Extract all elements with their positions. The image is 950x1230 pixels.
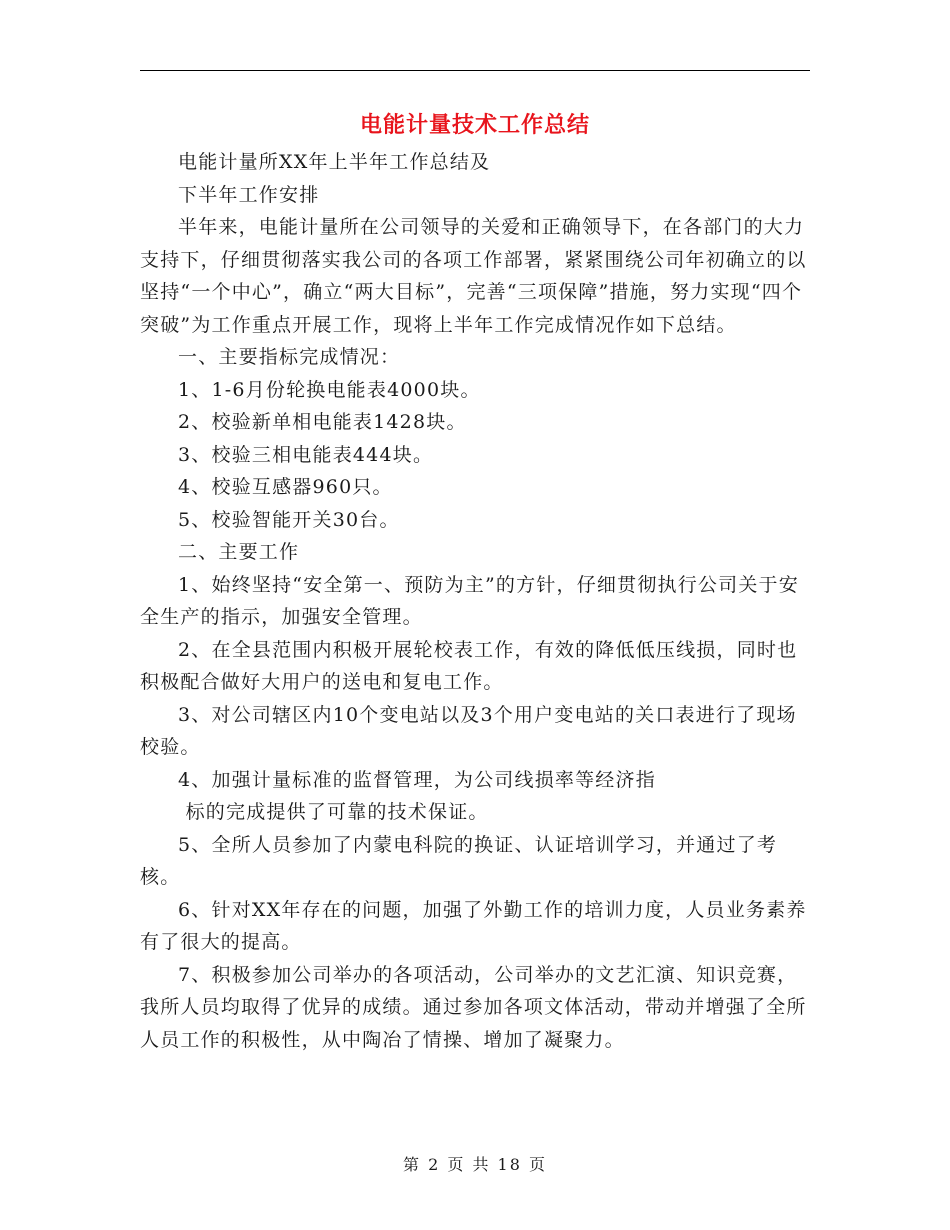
header-rule xyxy=(140,70,810,71)
list-item-work-1: 1、始终坚持“安全第一、预防为主”的方针，仔细贯彻执行公司关于安全生产的指示，加强安全管理。 xyxy=(140,573,799,628)
document-body xyxy=(140,146,812,1056)
list-item-work-2: 2、在全县范围内积极开展轮校表工作，有效的降低低压线损，同时也积极配合做好大用户的送电和复电工作。 xyxy=(140,638,798,693)
list-item-work-4: 4、加强计量标准的监督管理，为公司线损率等经济指 xyxy=(178,768,656,791)
list-item-work-6: 6、针对XX年存在的问题，加强了外勤工作的培训力度，人员业务素养有了很大的提高。 xyxy=(140,898,807,953)
list-item-indicator-3: 3、校验三相电能表444块。 xyxy=(178,443,434,466)
paragraph-subtitle-2: 下半年工作安排 xyxy=(178,183,320,206)
list-item-indicator-5: 5、校验智能开关30台。 xyxy=(178,508,400,531)
section-heading-main-work: 二、主要工作 xyxy=(178,541,300,563)
list-item-work-5: 5、全所人员参加了内蒙电科院的换证、认证培训学习，并通过了考核。 xyxy=(140,833,778,888)
section-heading-indicators: 一、主要指标完成情况： xyxy=(178,346,401,368)
paragraph-intro: 半年来，电能计量所在公司领导的关爱和正确领导下，在各部门的大力支持下，仔细贯彻落实我公司的各项工作部署，紧紧围绕公司年初确立的以坚持“一个中心”，确立“两大目标”，完善“三项保障”措施，努力实现“四个突破”为工作重点开展工作，现将上半年工作完成情况作如下总结。 xyxy=(140,216,807,336)
list-item-indicator-2: 2、校验新单相电能表1428块。 xyxy=(178,411,467,433)
document-title: 电能计量技术工作总结 xyxy=(359,112,590,138)
list-item-indicator-1: 1、1-6月份轮换电能表4000块。 xyxy=(178,378,481,401)
list-item-indicator-4: 4、校验互感器960只。 xyxy=(178,476,393,498)
list-item-work-4-continued: 标的完成提供了可靠的技术保证。 xyxy=(185,801,489,823)
list-item-work-3: 3、对公司辖区内10个变电站以及3个用户变电站的关口表进行了现场校验。 xyxy=(140,703,797,758)
page-number-footer: 第 2 页 共 18 页 xyxy=(403,1155,547,1174)
list-item-work-7: 7、积极参加公司举办的各项活动，公司举办的文艺汇演、知识竞赛，我所人员均取得了优异的成绩。通过参加各项文体活动，带动并增强了全所人员工作的积极性，从中陶冶了情操、增加了凝聚力。 xyxy=(140,963,807,1051)
paragraph-subtitle-1: 电能计量所XX年上半年工作总结及 xyxy=(178,151,491,173)
